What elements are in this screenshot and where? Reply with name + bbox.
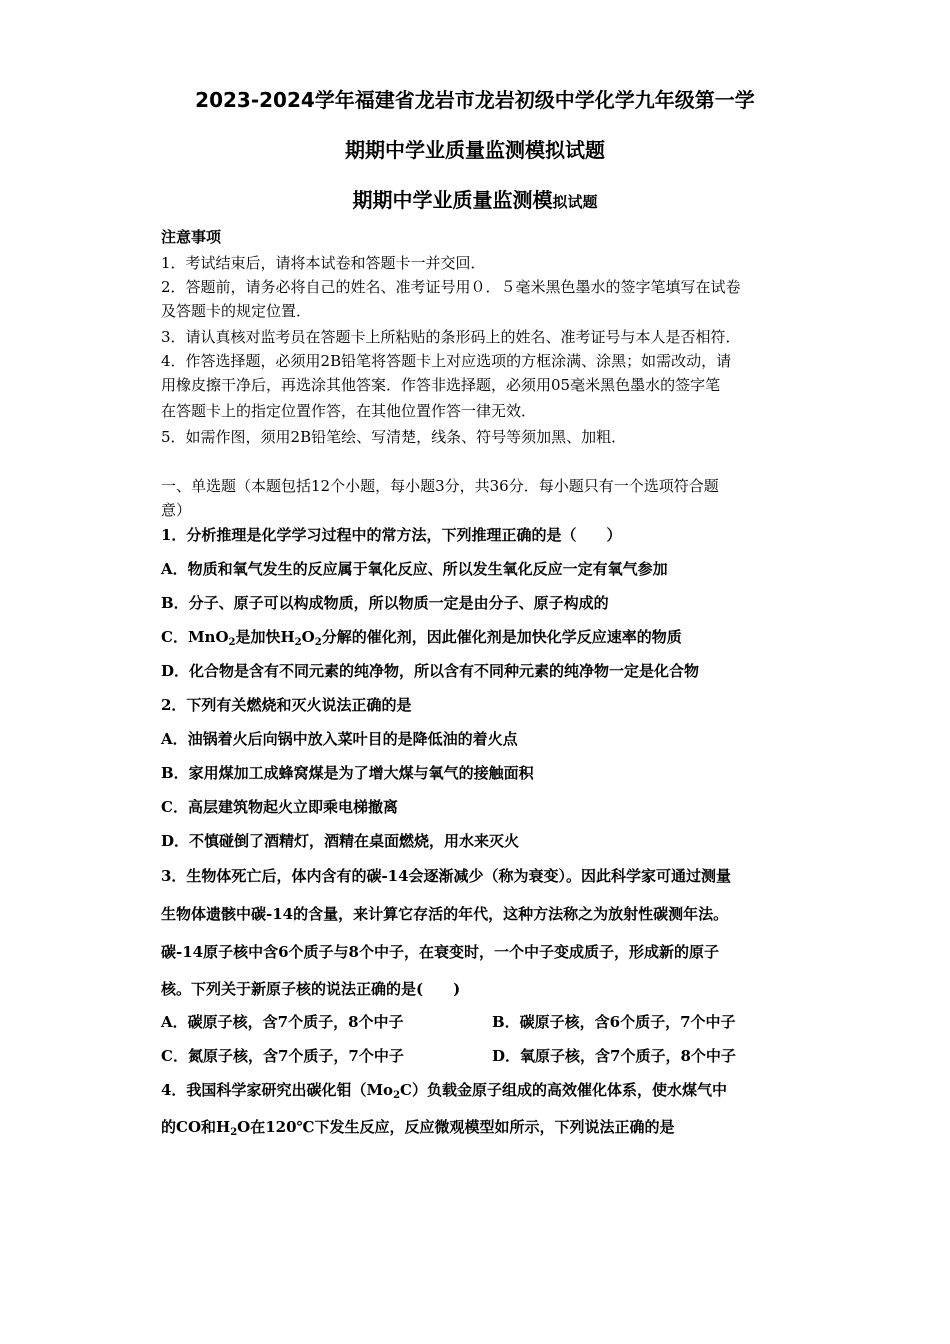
question-2-option-c: C．高层建筑物起火立即乘电梯撤离	[161, 798, 398, 816]
question-3-stem-cont: 碳-14原子核中含6个质子与8个中子，在衰变时，一个中子变成质子，形成新的原子	[161, 943, 719, 961]
question-1-stem: 1．分析推理是化学学习过程中的常方法，下列推理正确的是（ ）	[161, 526, 622, 544]
exam-title-line3	[0, 188, 950, 214]
question-1-option-d: D．化合物是含有不同元素的纯净物，所以含有不同种元素的纯净物一定是化合物	[161, 662, 700, 680]
question-2-option-a: A．油锅着火后向锅中放入菜叶目的是降低油的着火点	[161, 730, 518, 748]
subscript: 2	[314, 637, 322, 648]
subscript: 2	[230, 1127, 238, 1138]
question-3-option-d: D．氧原子核，含7个质子，8个中子	[492, 1047, 736, 1065]
notice-item: 3．请认真核对监考员在答题卡上所粘贴的条形码上的姓名、准考证号与本人是否相符．	[161, 328, 741, 346]
question-1-option-a: A．物质和氧气发生的反应属于氧化反应、所以发生氧化反应一定有氧气参加	[161, 560, 668, 578]
exam-title-line3-main: 期期中学业质量监测模	[352, 188, 553, 212]
notice-heading: 注意事项	[161, 228, 222, 246]
question-2-stem: 2．下列有关燃烧和灭火说法正确的是	[161, 696, 412, 714]
notice-item: 4．作答选择题，必须用2B铅笔将答题卡上对应选项的方框涂满、涂黑；如需改动，请	[161, 352, 732, 370]
question-2-option-b: B．家用煤加工成蜂窝煤是为了增大煤与氧气的接触面积	[161, 764, 534, 782]
text-run: C）负载金原子组成的高效催化体系，使水煤气中	[400, 1081, 727, 1099]
question-3-option-c: C．氮原子核，含7个质子，7个中子	[161, 1047, 404, 1065]
question-3-stem-cont: 生物体遗骸中碳-14的含量，来计算它存活的年代，这种方法称之为放射性碳测年法。	[161, 905, 729, 923]
subscript: 2	[294, 637, 302, 648]
question-1-option-b: B．分子、原子可以构成物质，所以物质一定是由分子、原子构成的	[161, 594, 609, 612]
question-4-stem-cont	[161, 1117, 675, 1137]
subscript: 2	[393, 1090, 401, 1101]
question-4-stem	[161, 1080, 727, 1100]
notice-item: 及答题卡的规定位置．	[161, 302, 312, 320]
question-1-option-c	[161, 627, 682, 647]
notice-item: 2．答题前，请务必将自己的姓名、准考证号用０．５毫米黑色墨水的签字笔填写在试卷	[161, 278, 741, 296]
text-run: 分解的催化剂，因此催化剂是加快化学反应速率的物质	[321, 628, 682, 646]
text-run: 4．我国科学家研究出碳化钼（Mo	[161, 1081, 394, 1099]
question-3-stem-cont: 核。下列关于新原子核的说法正确的是( )	[161, 980, 461, 998]
notice-item: 5．如需作图，须用2B铅笔绘、写清楚，线条、符号等须加黑、加粗．	[161, 428, 627, 446]
subscript: 2	[228, 637, 236, 648]
section-heading-cont: 意）	[161, 501, 192, 519]
exam-title-line3-small: 拟试题	[552, 193, 598, 211]
text-run: O	[301, 628, 315, 646]
notice-item: 1．考试结束后，请将本试卷和答题卡一并交回．	[161, 254, 486, 272]
question-2-option-d: D．不慎碰倒了酒精灯，酒精在桌面燃烧，用水来灭火	[161, 832, 520, 850]
text-run: O在120℃下发生反应，反应微观模型如所示，下列说法正确的是	[237, 1118, 675, 1136]
exam-title-line2: 期期中学业质量监测模拟试题	[345, 138, 605, 162]
exam-title-line1: 2023-2024学年福建省龙岩市龙岩初级中学化学九年级第一学	[195, 88, 755, 112]
section-heading: 一、单选题（本题包括12个小题，每小题3分，共36分．每小题只有一个选项符合题	[161, 477, 719, 495]
notice-item: 在答题卡上的指定位置作答，在其他位置作答一律无效．	[161, 402, 537, 420]
question-3-option-b: B．碳原子核，含6个质子，7个中子	[492, 1013, 736, 1031]
text-run: 是加快H	[235, 628, 295, 646]
text-run: C．MnO	[161, 628, 229, 646]
question-3-option-a: A．碳原子核，含7个质子，8个中子	[161, 1013, 404, 1031]
question-3-stem: 3．生物体死亡后，体内含有的碳-14会逐渐减少（称为衰变）。因此科学家可通过测量	[161, 867, 732, 885]
text-run: 的CO和H	[161, 1118, 231, 1136]
notice-item: 用橡皮擦干净后，再选涂其他答案．作答非选择题，必须用05毫米黑色墨水的签字笔	[161, 376, 721, 394]
